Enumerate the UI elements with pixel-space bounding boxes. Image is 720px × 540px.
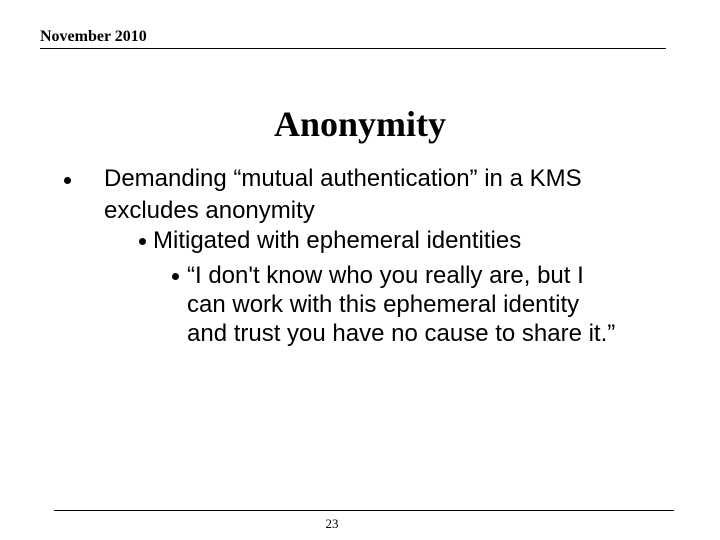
bullet-line: and trust you have no cause to share it.” — [187, 320, 616, 347]
bullet-dot-icon — [172, 273, 179, 280]
slide-title: Anonymity — [273, 104, 447, 145]
bullet-line: Demanding “mutual authentication” in a KMS — [104, 165, 582, 192]
header-date: November 2010 — [40, 28, 147, 45]
bullet-line: can work with this ephemeral identity — [187, 291, 580, 318]
footer-divider — [54, 510, 674, 511]
bullet-line: excludes anonymity — [104, 197, 315, 224]
bullet-text-level-2 — [153, 226, 521, 255]
bullet-dot-icon — [139, 238, 146, 245]
page-number: 23 — [325, 516, 339, 531]
bullet-dot-icon — [64, 177, 71, 184]
bullet-line: Mitigated with ephemeral identities — [153, 227, 522, 254]
bullet-line: “I don't know who you really are, but I — [187, 262, 584, 289]
bullet-text-level-1 — [104, 163, 582, 227]
bullet-text-level-3 — [187, 261, 615, 348]
